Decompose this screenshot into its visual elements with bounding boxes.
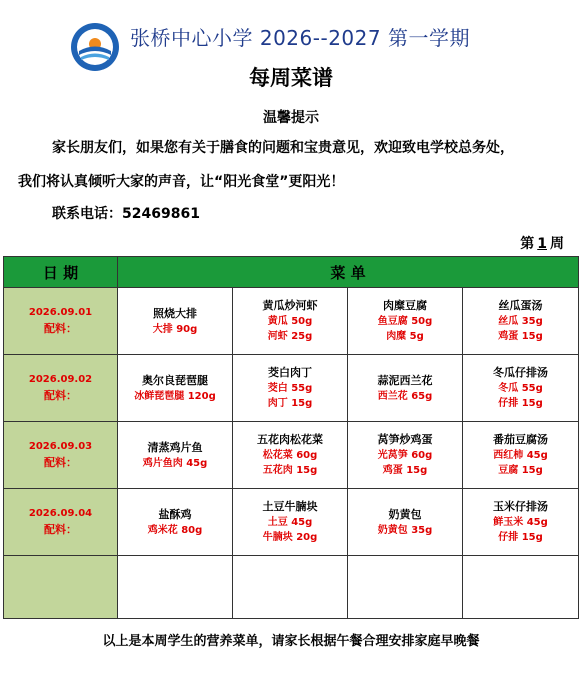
date-column-header: 日 期 (4, 257, 118, 288)
empty-date-cell (4, 556, 118, 619)
contact-phone (52, 203, 200, 223)
empty-dish-cell (118, 556, 233, 619)
dish-ingredient: 牛腩块 20g (262, 532, 318, 543)
dish-ingredient: 西红柿 45g (493, 450, 548, 461)
dish-name: 丝瓜蛋汤 (498, 299, 543, 312)
week-suffix: 周 (550, 236, 564, 252)
dish-ingredient: 肉丁 15g (267, 398, 313, 409)
dish-cell (118, 288, 233, 355)
dish-name: 土豆牛腩块 (262, 500, 318, 513)
table-row (4, 422, 579, 489)
dish-ingredient: 鸡片鱼肉 45g (142, 457, 208, 469)
dish-ingredient: 丝瓜 35g (498, 316, 543, 327)
dish-ingredient: 冰鲜琵琶腿 120g (134, 390, 216, 402)
dish-name: 冬瓜仔排汤 (493, 366, 549, 379)
dish-name: 奶黄包 (388, 507, 422, 521)
empty-dish-cell (348, 556, 463, 619)
dish-ingredient: 鸡蛋 15g (382, 465, 428, 476)
dish-name: 五花肉松花菜 (257, 433, 323, 446)
dish-name: 黄瓜炒河虾 (262, 299, 318, 312)
dish-cell (233, 489, 348, 556)
notice-title: 温馨提示 (263, 110, 319, 126)
dish-ingredient: 冬瓜 55g (498, 383, 543, 394)
footer-note: 以上是本周学生的营养菜单，请家长根据午餐合理安排家庭早晚餐 (102, 634, 480, 649)
dish-ingredient: 土豆 45g (267, 517, 313, 528)
day-date-cell (4, 288, 118, 355)
dish-name: 奥尔良琵琶腿 (142, 373, 208, 387)
empty-dish-cell (463, 556, 579, 619)
day-date-cell (4, 355, 118, 422)
dish-ingredient: 茭白 55g (267, 383, 313, 394)
page-header (0, 0, 582, 100)
school-title: 张桥中心小学 2026--2027 第一学期 (130, 26, 470, 50)
dish-ingredient: 仔排 15g (498, 398, 543, 409)
dish-name: 莴笋炒鸡蛋 (377, 433, 433, 446)
table-row (4, 288, 579, 355)
dish-ingredient: 大排 90g (152, 323, 198, 335)
week-indicator (520, 233, 564, 253)
dish-ingredient: 黄瓜 50g (267, 316, 313, 327)
menu-column-header: 菜 单 (118, 257, 579, 288)
day-date-cell (4, 489, 118, 556)
dish-name: 清蒸鸡片鱼 (147, 440, 203, 454)
ingredients-label: 配料： (44, 523, 77, 536)
dish-name: 盐酥鸡 (158, 507, 192, 521)
menu-table (3, 256, 579, 619)
dish-cell (118, 489, 233, 556)
dish-ingredient: 鲜玉米 45g (493, 517, 548, 528)
ingredients-label: 配料： (44, 456, 77, 469)
dish-cell (233, 422, 348, 489)
dish-ingredient: 肉糜 5g (386, 331, 424, 342)
dish-ingredient: 鱼豆腐 50g (377, 316, 433, 327)
notice-line-1: 家长朋友们，如果您有关于膳食的问题和宝贵意见，欢迎致电学校总务处， (52, 140, 514, 156)
ingredients-label: 配料： (44, 322, 77, 335)
dish-ingredient: 西兰花 65g (377, 390, 433, 402)
dish-cell (348, 288, 463, 355)
dish-cell (348, 422, 463, 489)
day-date: 2026.09.02 (28, 374, 93, 385)
dish-cell (463, 288, 579, 355)
dish-cell (118, 355, 233, 422)
dish-ingredient: 仔排 15g (498, 532, 543, 543)
dish-name: 肉糜豆腐 (383, 299, 427, 312)
dish-ingredient: 鸡米花 80g (147, 524, 203, 536)
week-prefix: 第 (520, 236, 535, 252)
day-date: 2026.09.01 (28, 307, 93, 318)
dish-cell (233, 355, 348, 422)
page-title: 每周菜谱 (249, 66, 333, 90)
dish-ingredient: 五花肉 15g (262, 465, 318, 476)
dish-cell (463, 355, 579, 422)
dish-name: 玉米仔排汤 (493, 500, 549, 513)
dish-ingredient: 豆腐 15g (498, 465, 543, 476)
phone-number: 52469861 (122, 206, 200, 222)
dish-ingredient: 鸡蛋 15g (498, 331, 543, 342)
empty-row (4, 556, 579, 619)
table-row (4, 489, 579, 556)
day-date-cell (4, 422, 118, 489)
dish-name: 照烧大排 (153, 306, 197, 320)
table-row (4, 355, 579, 422)
dish-ingredient: 河虾 25g (267, 331, 313, 342)
ingredients-label: 配料： (44, 389, 77, 402)
dish-name: 茭白肉丁 (268, 366, 312, 379)
dish-cell (348, 355, 463, 422)
week-number: 1 (537, 236, 547, 252)
notice-line-2: 我们将认真倾听大家的声音，让“阳光食堂”更阳光！ (18, 174, 345, 190)
dish-name: 番茄豆腐汤 (493, 433, 549, 446)
phone-label: 联系电话： (52, 206, 122, 222)
day-date: 2026.09.04 (28, 508, 93, 519)
dish-cell (233, 288, 348, 355)
dish-name: 蒜泥西兰花 (377, 373, 433, 387)
dish-ingredient: 奶黄包 35g (377, 524, 433, 536)
dish-cell (463, 489, 579, 556)
empty-dish-cell (233, 556, 348, 619)
dish-cell (463, 422, 579, 489)
dish-ingredient: 松花菜 60g (262, 450, 318, 461)
dish-cell (348, 489, 463, 556)
dish-cell (118, 422, 233, 489)
day-date: 2026.09.03 (28, 441, 93, 452)
dish-ingredient: 光莴笋 60g (377, 450, 433, 461)
table-header-row (4, 257, 579, 288)
